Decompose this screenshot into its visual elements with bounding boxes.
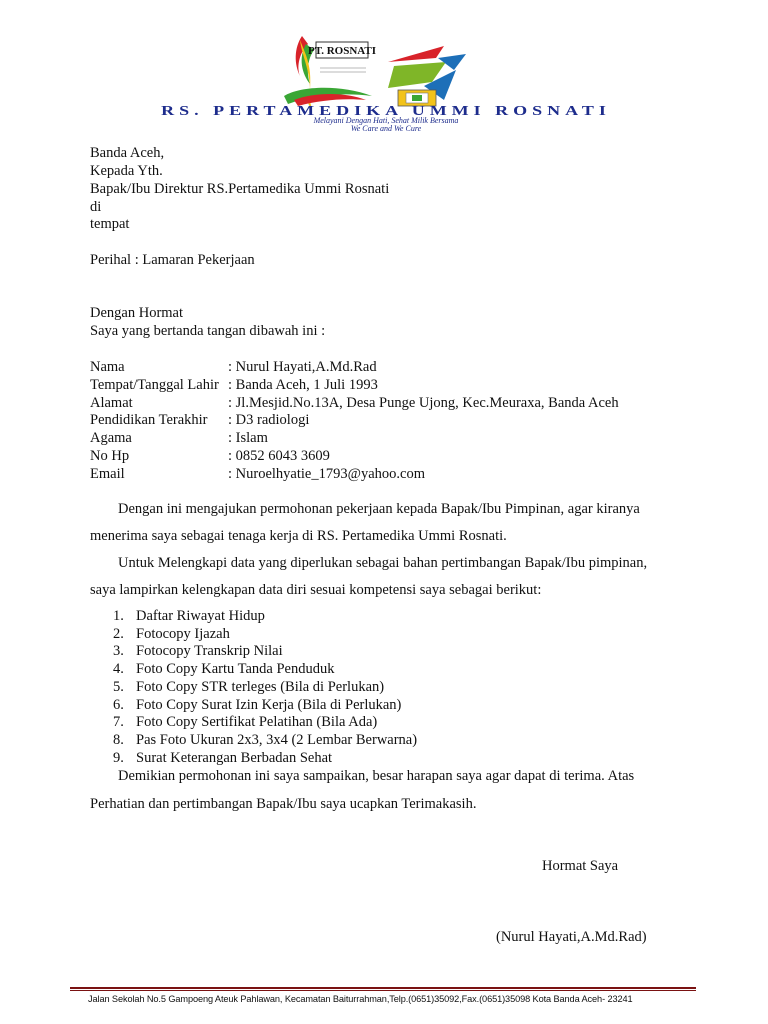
- list-item-text: Fotocopy Ijazah: [136, 626, 230, 642]
- pertamedika-logo: [384, 36, 472, 112]
- paragraph-1-line-1: Dengan ini mengajukan permohonan pekerjaan kepada Bapak/Ibu Pimpinan, agar kiranya: [118, 501, 640, 517]
- paragraph-2-line-1: Untuk Melengkapi data yang diperlukan sebagai bahan pertimbangan Bapak/Ibu pimpinan,: [118, 555, 648, 571]
- recipient-line-3: di: [90, 199, 102, 215]
- list-item-text: Foto Copy Sertifikat Pelatihan (Bila Ada): [136, 714, 378, 730]
- list-item-text: Surat Keterangan Berbadan Sehat: [136, 750, 333, 766]
- letter-place: Banda Aceh,: [90, 145, 165, 161]
- paragraph-1-line-2: menerima saya sebagai tenaga kerja di RS. Pertamedika Ummi Rosnati.: [90, 528, 507, 544]
- field-value: : Nuroelhyatie_1793@yahoo.com: [228, 466, 425, 482]
- field-label: Alamat: [90, 395, 133, 411]
- field-value: : 0852 6043 3609: [228, 448, 330, 464]
- field-value: : D3 radiologi: [228, 412, 310, 428]
- letter-intro: Saya yang bertanda tangan dibawah ini :: [90, 323, 326, 339]
- list-item-text: Foto Copy STR terleges (Bila di Perlukan): [136, 679, 385, 695]
- signoff: Hormat Saya: [542, 858, 619, 874]
- logo-left-text: PT. ROSNATI: [307, 45, 377, 57]
- field-label: Tempat/Tanggal Lahir: [90, 377, 219, 393]
- field-label: Nama: [90, 359, 125, 375]
- field-value: : Nurul Hayati,A.Md.Rad: [228, 359, 377, 375]
- hospital-name: RS. PERTAMEDIKA UMMI ROSNATI: [161, 103, 611, 118]
- list-item-number: 1.: [113, 608, 124, 624]
- field-value: : Jl.Mesjid.No.13A, Desa Punge Ujong, Kec.Meuraxa, Banda Aceh: [228, 395, 619, 411]
- field-label: Pendidikan Terakhir: [90, 412, 208, 428]
- field-label: Agama: [90, 430, 132, 446]
- closing-line-2: Perhatian dan pertimbangan Bapak/Ibu saya ucapkan Terimakasih.: [90, 796, 477, 812]
- list-item-number: 7.: [113, 714, 124, 730]
- recipient-line-2: Bapak/Ibu Direktur RS.Pertamedika Ummi Rosnati: [90, 181, 390, 197]
- letter-greeting: Dengan Hormat: [90, 305, 184, 321]
- field-label: Email: [90, 466, 125, 482]
- recipient-line-1: Kepada Yth.: [90, 163, 163, 179]
- list-item-number: 8.: [113, 732, 124, 748]
- list-item-text: Foto Copy Kartu Tanda Penduduk: [136, 661, 335, 677]
- footer-divider: [70, 987, 696, 989]
- recipient-line-4: tempat: [90, 216, 130, 232]
- signature-name: (Nurul Hayati,A.Md.Rad): [496, 929, 647, 945]
- list-item-number: 6.: [113, 697, 124, 713]
- footer-address: Jalan Sekolah No.5 Gampoeng Ateuk Pahlawan, Kecamatan Baiturrahman,Telp.(0651)35092,Fax.(0651)35098 Kota Banda Aceh- 23241: [88, 994, 633, 1004]
- field-value: : Banda Aceh, 1 Juli 1993: [228, 377, 378, 393]
- tagline-line-1: Melayani Dengan Hati, Sehat Milik Bersama: [313, 116, 459, 125]
- field-value: : Islam: [228, 430, 268, 446]
- list-item-text: Pas Foto Ukuran 2x3, 3x4 (2 Lembar Berwarna): [136, 732, 418, 748]
- hospital-tagline: [200, 117, 572, 133]
- closing-line-1: Demikian permohonan ini saya sampaikan, besar harapan saya agar dapat di terima. Atas: [118, 768, 635, 784]
- paragraph-2-line-2: saya lampirkan kelengkapan data diri sesuai kompetensi saya sebagai berikut:: [90, 582, 542, 598]
- tagline-line-2: We Care and We Cure: [350, 124, 422, 133]
- footer-divider-thin: [70, 990, 696, 991]
- list-item-text: Fotocopy Transkrip Nilai: [136, 643, 283, 659]
- list-item-number: 3.: [113, 643, 124, 659]
- list-item-text: Daftar Riwayat Hidup: [136, 608, 265, 624]
- letter-subject: Perihal : Lamaran Pekerjaan: [90, 252, 255, 268]
- list-item-text: Foto Copy Surat Izin Kerja (Bila di Perlukan): [136, 697, 402, 713]
- list-item-number: 5.: [113, 679, 124, 695]
- list-item-number: 4.: [113, 661, 124, 677]
- field-label: No Hp: [90, 448, 130, 464]
- list-item-number: 2.: [113, 626, 124, 642]
- list-item-number: 9.: [113, 750, 124, 766]
